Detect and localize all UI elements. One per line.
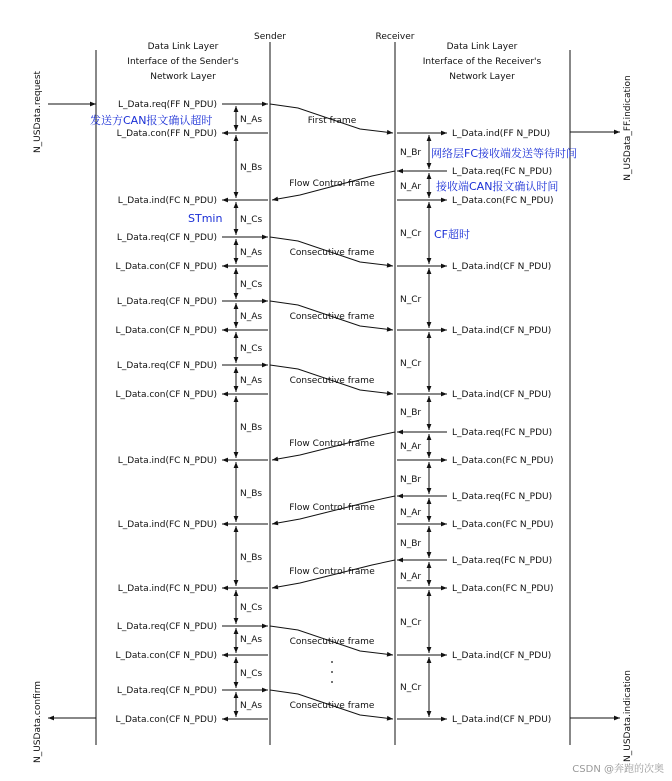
- cf-timeout-annotation: CF超时: [434, 228, 471, 241]
- receiver-timer: N_Cr: [400, 618, 422, 628]
- receiver-timer: N_Cr: [400, 295, 422, 305]
- sender-timer: N_Cs: [240, 280, 263, 290]
- sender-interface-line-2: Interface of the Sender's: [127, 57, 239, 67]
- sender-timer: N_As: [240, 376, 263, 386]
- sender-event: L_Data.req(CF N_PDU): [116, 622, 217, 632]
- receiver-event: L_Data.con(FC N_PDU): [452, 456, 554, 466]
- n-usdata-confirm-label: N_USData.confirm: [33, 680, 43, 764]
- receiver-label: Receiver: [375, 32, 415, 42]
- sender-timer: N_As: [240, 248, 263, 258]
- receiver-events: [452, 129, 554, 725]
- sender-event: L_Data.req(FF N_PDU): [117, 100, 217, 110]
- receiver-interface-line-3: Network Layer: [449, 72, 515, 82]
- sender-interface-line-1: Data Link Layer: [147, 42, 219, 52]
- receiver-event: L_Data.req(FC N_PDU): [452, 428, 553, 438]
- frame-label: Consecutive frame: [289, 637, 375, 647]
- frame-label: Consecutive frame: [289, 312, 375, 322]
- sender-event: L_Data.con(CF N_PDU): [115, 715, 217, 725]
- continuation-dots: [331, 661, 333, 683]
- receiver-timer: N_Cr: [400, 683, 422, 693]
- continuation-dot: [331, 681, 333, 683]
- receiver-event: L_Data.ind(CF N_PDU): [452, 262, 552, 272]
- receiver-event: L_Data.ind(CF N_PDU): [452, 715, 552, 725]
- receiver-timer: N_Ar: [400, 572, 422, 582]
- frame-arrows: [270, 104, 395, 719]
- receiver-interface-line-2: Interface of the Receiver's: [422, 57, 542, 67]
- sender-interface-line-3: Network Layer: [150, 72, 216, 82]
- receiver-event: L_Data.req(FC N_PDU): [452, 556, 553, 566]
- fc-wait-annotation: 网络层FC接收端发送等待时间: [431, 147, 578, 160]
- receiver-interface-line-1: Data Link Layer: [446, 42, 518, 52]
- sender-timer: N_As: [240, 115, 263, 125]
- sender-timer: N_As: [240, 701, 263, 711]
- continuation-dot: [331, 671, 333, 673]
- continuation-dot: [331, 661, 333, 663]
- receiver-timer: N_Cr: [400, 229, 422, 239]
- watermark: CSDN @奔跑的次奥: [572, 764, 664, 775]
- sender-event: L_Data.con(CF N_PDU): [115, 651, 217, 661]
- receiver-timer: N_Br: [400, 148, 422, 158]
- frame-label: Consecutive frame: [289, 248, 375, 258]
- n-usdata-ff-indication-label: N_USData_FF.indication: [623, 75, 633, 181]
- sender-timer: N_Cs: [240, 669, 263, 679]
- sender-timer: N_Bs: [240, 489, 263, 499]
- frame-label: Flow Control frame: [289, 567, 375, 577]
- receiver-timer: N_Br: [400, 408, 422, 418]
- receiver-timer: N_Ar: [400, 508, 422, 518]
- sender-timer: N_As: [240, 312, 263, 322]
- sender-event: L_Data.con(FF N_PDU): [116, 129, 217, 139]
- receiver-timer: N_Ar: [400, 182, 422, 192]
- frame-label: First frame: [307, 116, 357, 126]
- receiver-can-confirm-annotation: 接收端CAN报文确认时间: [436, 180, 559, 193]
- receiver-event: L_Data.ind(FF N_PDU): [452, 129, 551, 139]
- frame-label: Consecutive frame: [289, 376, 375, 386]
- frame-label: Consecutive frame: [289, 701, 375, 711]
- receiver-event: L_Data.con(FC N_PDU): [452, 584, 554, 594]
- receiver-event: L_Data.ind(CF N_PDU): [452, 390, 552, 400]
- sender-event: L_Data.req(CF N_PDU): [116, 686, 217, 696]
- sender-event: L_Data.ind(FC N_PDU): [117, 196, 217, 206]
- sender-timer: N_As: [240, 635, 263, 645]
- receiver-event: L_Data.req(FC N_PDU): [452, 167, 553, 177]
- n-usdata-request-label: N_USData.request: [33, 70, 43, 154]
- stmin-annotation: STmin: [188, 212, 223, 225]
- sender-timer: N_Bs: [240, 163, 263, 173]
- sender-label: Sender: [254, 32, 286, 42]
- sender-event: L_Data.ind(FC N_PDU): [117, 456, 217, 466]
- frame-label: Flow Control frame: [289, 439, 375, 449]
- sender-event: L_Data.con(CF N_PDU): [115, 390, 217, 400]
- sender-event: L_Data.req(CF N_PDU): [116, 297, 217, 307]
- sender-event: L_Data.con(CF N_PDU): [115, 326, 217, 336]
- receiver-event: L_Data.req(FC N_PDU): [452, 492, 553, 502]
- sender-primitive-arrows: [222, 104, 268, 719]
- receiver-event: L_Data.con(FC N_PDU): [452, 520, 554, 530]
- receiver-timer: N_Br: [400, 475, 422, 485]
- sender-timer: N_Bs: [240, 423, 263, 433]
- receiver-event: L_Data.ind(CF N_PDU): [452, 651, 552, 661]
- sender-event: L_Data.con(CF N_PDU): [115, 262, 217, 272]
- frame-label: Flow Control frame: [289, 179, 375, 189]
- receiver-timer-labels: [400, 148, 422, 693]
- receiver-timer: N_Br: [400, 539, 422, 549]
- receiver-timer: N_Cr: [400, 359, 422, 369]
- sender-event: L_Data.req(CF N_PDU): [116, 233, 217, 243]
- receiver-primitive-arrows: [397, 133, 447, 719]
- sender-can-confirm-annotation: 发送方CAN报文确认超时: [90, 114, 213, 127]
- sender-events: [115, 100, 217, 725]
- sender-event: L_Data.ind(FC N_PDU): [117, 520, 217, 530]
- receiver-event: L_Data.con(FC N_PDU): [452, 196, 554, 206]
- sender-event: L_Data.req(CF N_PDU): [116, 361, 217, 371]
- frame-labels: [289, 116, 375, 711]
- receiver-event: L_Data.ind(CF N_PDU): [452, 326, 552, 336]
- frame-label: Flow Control frame: [289, 503, 375, 513]
- sender-timer: N_Cs: [240, 344, 263, 354]
- sender-timer: N_Cs: [240, 603, 263, 613]
- sender-event: L_Data.ind(FC N_PDU): [117, 584, 217, 594]
- sender-timer-labels: [240, 115, 263, 711]
- sender-timer: N_Bs: [240, 553, 263, 563]
- n-usdata-indication-label: N_USData.indication: [623, 669, 633, 763]
- sender-timer: N_Cs: [240, 215, 263, 225]
- receiver-timer: N_Ar: [400, 442, 422, 452]
